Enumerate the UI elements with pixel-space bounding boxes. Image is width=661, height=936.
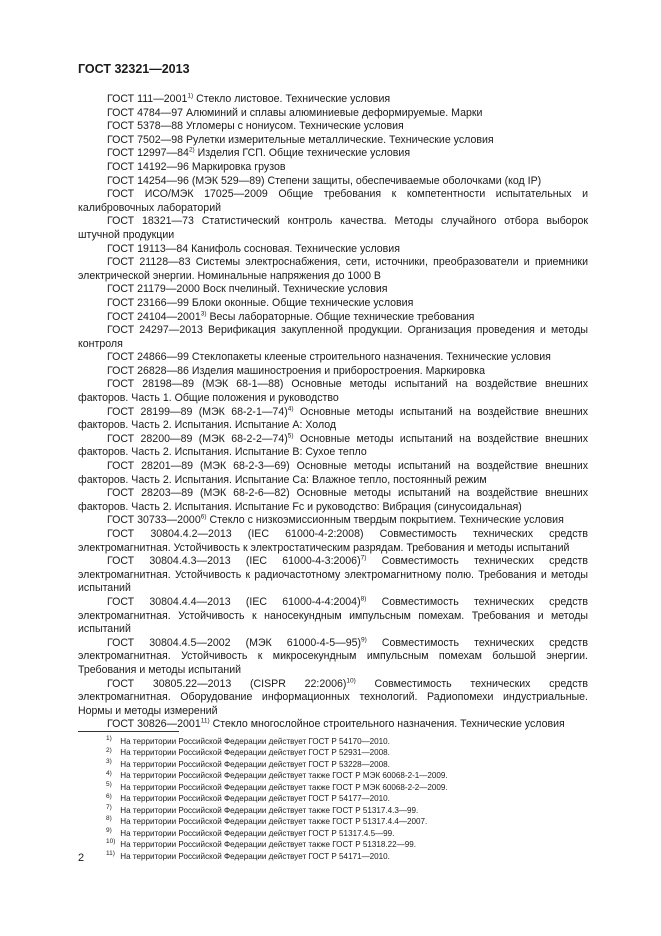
footnote: $^{10)}$ На территории Российской Федерации действует также ГОСТ Р 51318.22—99. (106, 838, 416, 850)
footnote: $^{8)}$ На территории Российской Федерации действует также ГОСТ Р 51317.4.4—2007. (106, 815, 428, 827)
reference-item: ГОСТ 28200—89 (МЭК 68-2-2—74)$^{5)}$ Основные методы испытаний на воздействие внешних факторов. Часть 2. Испытания. Испытание В: Сухое тепло (78, 432, 589, 459)
page-number: 2 (78, 852, 85, 864)
footnote: $^{3)}$ На территории Российской Федерации действует ГОСТ Р 53228—2008. (106, 758, 390, 769)
footnote: $^{1)}$ На территории Российской Федерации действует ГОСТ Р 54170—2010. (106, 735, 390, 746)
reference-item: ГОСТ 21128—83 Системы электроснабжения, сети, источники, преобразователи и приемники электрической энергии. Номинальные напряжения до 1000 В (78, 256, 588, 282)
reference-item: ГОСТ 24866—99 Стеклопакеты клееные строительного назначения. Технические условия (107, 351, 551, 364)
reference-item: ГОСТ 21179—2000 Воск пчелиный. Технические условия (107, 283, 388, 296)
reference-item: ГОСТ 111—2001$^{1)}$ Стекло листовое. Технические условия (107, 92, 391, 105)
footnote: $^{6)}$ На территории Российской Федерации действует ГОСТ Р 54177—2010. (106, 792, 390, 804)
reference-item: ГОСТ 28198—89 (МЭК 68-1—88) Основные методы испытаний на воздействие внешних факторов. Часть 1. Общие положения и руководство (78, 378, 588, 405)
footnote: $^{4)}$ На территории Российской Федерации действует также ГОСТ Р МЭК 60068-2-1—2009. (106, 769, 448, 781)
footnote: $^{9)}$ На территории Российской Федерации действует ГОСТ Р 51317.4.5—99. (106, 826, 395, 838)
reference-item: ГОСТ 28199—89 (МЭК 68-2-1—74)$^{4)}$ Основные методы испытаний на воздействие внешних факторов. Часть 2. Испытания. Испытание А: Холод (78, 405, 589, 432)
reference-item: ГОСТ 30804.4.4—2013 (IEC 61000-4-4:2004)$^{8)}$ Совместимость технических средств электромагнитная. Устойчивость к наносекундным импульсным помехам. Требования и методы испытаний (78, 595, 588, 636)
footnote: $^{7)}$ На территории Российской Федерации действует также ГОСТ Р 51317.4.3—99. (106, 804, 419, 815)
reference-item: ГОСТ 18321—73 Статистический контроль качества. Методы случайного отбора выборок штучной продукции (78, 215, 588, 241)
reference-item: ГОСТ 30804.4.2—2013 (IEC 61000-4-2:2008) Совместимость технических средств электромагнитная. Устойчивость к электростатическим разрядам. Требования и методы испытаний (78, 528, 588, 554)
reference-item: ГОСТ 4784—97 Алюминий и сплавы алюминиевые деформируемые. Марки (107, 106, 483, 119)
reference-item: ГОСТ 24297—2013 Верификация закупленной продукции. Организация проведения и методы контроля (78, 324, 588, 350)
normative-references (78, 93, 588, 732)
footnote-divider (78, 731, 179, 732)
reference-item: ГОСТ 26828—86 Изделия машиностроения и приборостроения. Маркировка (107, 364, 486, 377)
reference-item: ГОСТ ИСО/МЭК 17025—2009 Общие требования к компетентности испытательных и калибровочных лабораторий (78, 188, 588, 214)
reference-item: ГОСТ 7502—98 Рулетки измерительные металлические. Технические условия (107, 133, 494, 146)
reference-item: ГОСТ 23166—99 Блоки оконные. Общие технические условия (107, 296, 414, 309)
reference-item: ГОСТ 24104—2001$^{3)}$ Весы лабораторные. Общие технические требования (107, 309, 475, 323)
footnote: $^{5)}$ На территории Российской Федерации действует также ГОСТ Р МЭК 60068-2-2—2009. (106, 781, 448, 792)
footnotes (78, 736, 588, 862)
reference-item: ГОСТ 14254—96 (МЭК 529—89) Степени защиты, обеспечиваемые оболочками (код IP) (107, 174, 542, 187)
reference-item: ГОСТ 30826—2001$^{11)}$ Стекло многослойное строительного назначения. Технические условия (107, 717, 565, 731)
reference-item: ГОСТ 14192—96 Маркировка грузов (107, 160, 286, 173)
reference-item: ГОСТ 28203—89 (МЭК 68-2-6—82) Основные методы испытаний на воздействие внешних факторов. Часть 2. Испытания. Испытание Fc и руководство: Вибрация (синусоидальная) (78, 487, 588, 513)
reference-item: ГОСТ 30733—2000$^{6)}$ Стекло с низкоэмиссионным твердым покрытием. Технические условия (107, 513, 564, 527)
reference-item: ГОСТ 12997—84$^{2)}$ Изделия ГСП. Общие технические условия (107, 146, 411, 160)
reference-item: ГОСТ 28201—89 (МЭК 68-2-3—69) Основные методы испытаний на воздействие внешних факторов. Часть 2. Испытания. Испытание Са: Влажное тепло, постоянный режим (78, 460, 588, 486)
reference-item: ГОСТ 30804.4.5—2002 (МЭК 61000-4-5—95)$^{9)}$ Совместимость технических средств электромагнитная. Устойчивость к микросекундным импульсным помехам большой энергии. Требования и методы испытаний (78, 636, 588, 676)
footnote: $^{11)}$ На территории Российской Федерации действует ГОСТ Р 54171—2010. (106, 849, 390, 861)
reference-item: ГОСТ 30805.22—2013 (CISPR 22:2006)$^{10)}$ Совместимость технических средств электромагнитная. Оборудование информационных технологий. Радиопомехи индустриальные. Нормы и методы измерений (78, 677, 588, 717)
footnote: $^{2)}$ На территории Российской Федерации действует ГОСТ Р 52931—2008. (106, 746, 390, 758)
document-header: ГОСТ 32321—2013 (78, 62, 190, 76)
reference-item: ГОСТ 19113—84 Канифоль сосновая. Технические условия (107, 242, 400, 255)
reference-item: ГОСТ 30804.4.3—2013 (IEC 61000-4-3:2006)$^{7)}$ Совместимость технических средств электромагнитная. Устойчивость к радиочастотному электромагнитному полю. Требования и методы испытаний (78, 554, 588, 595)
reference-item: ГОСТ 5378—88 Угломеры с нониусом. Технические условия (107, 120, 404, 133)
